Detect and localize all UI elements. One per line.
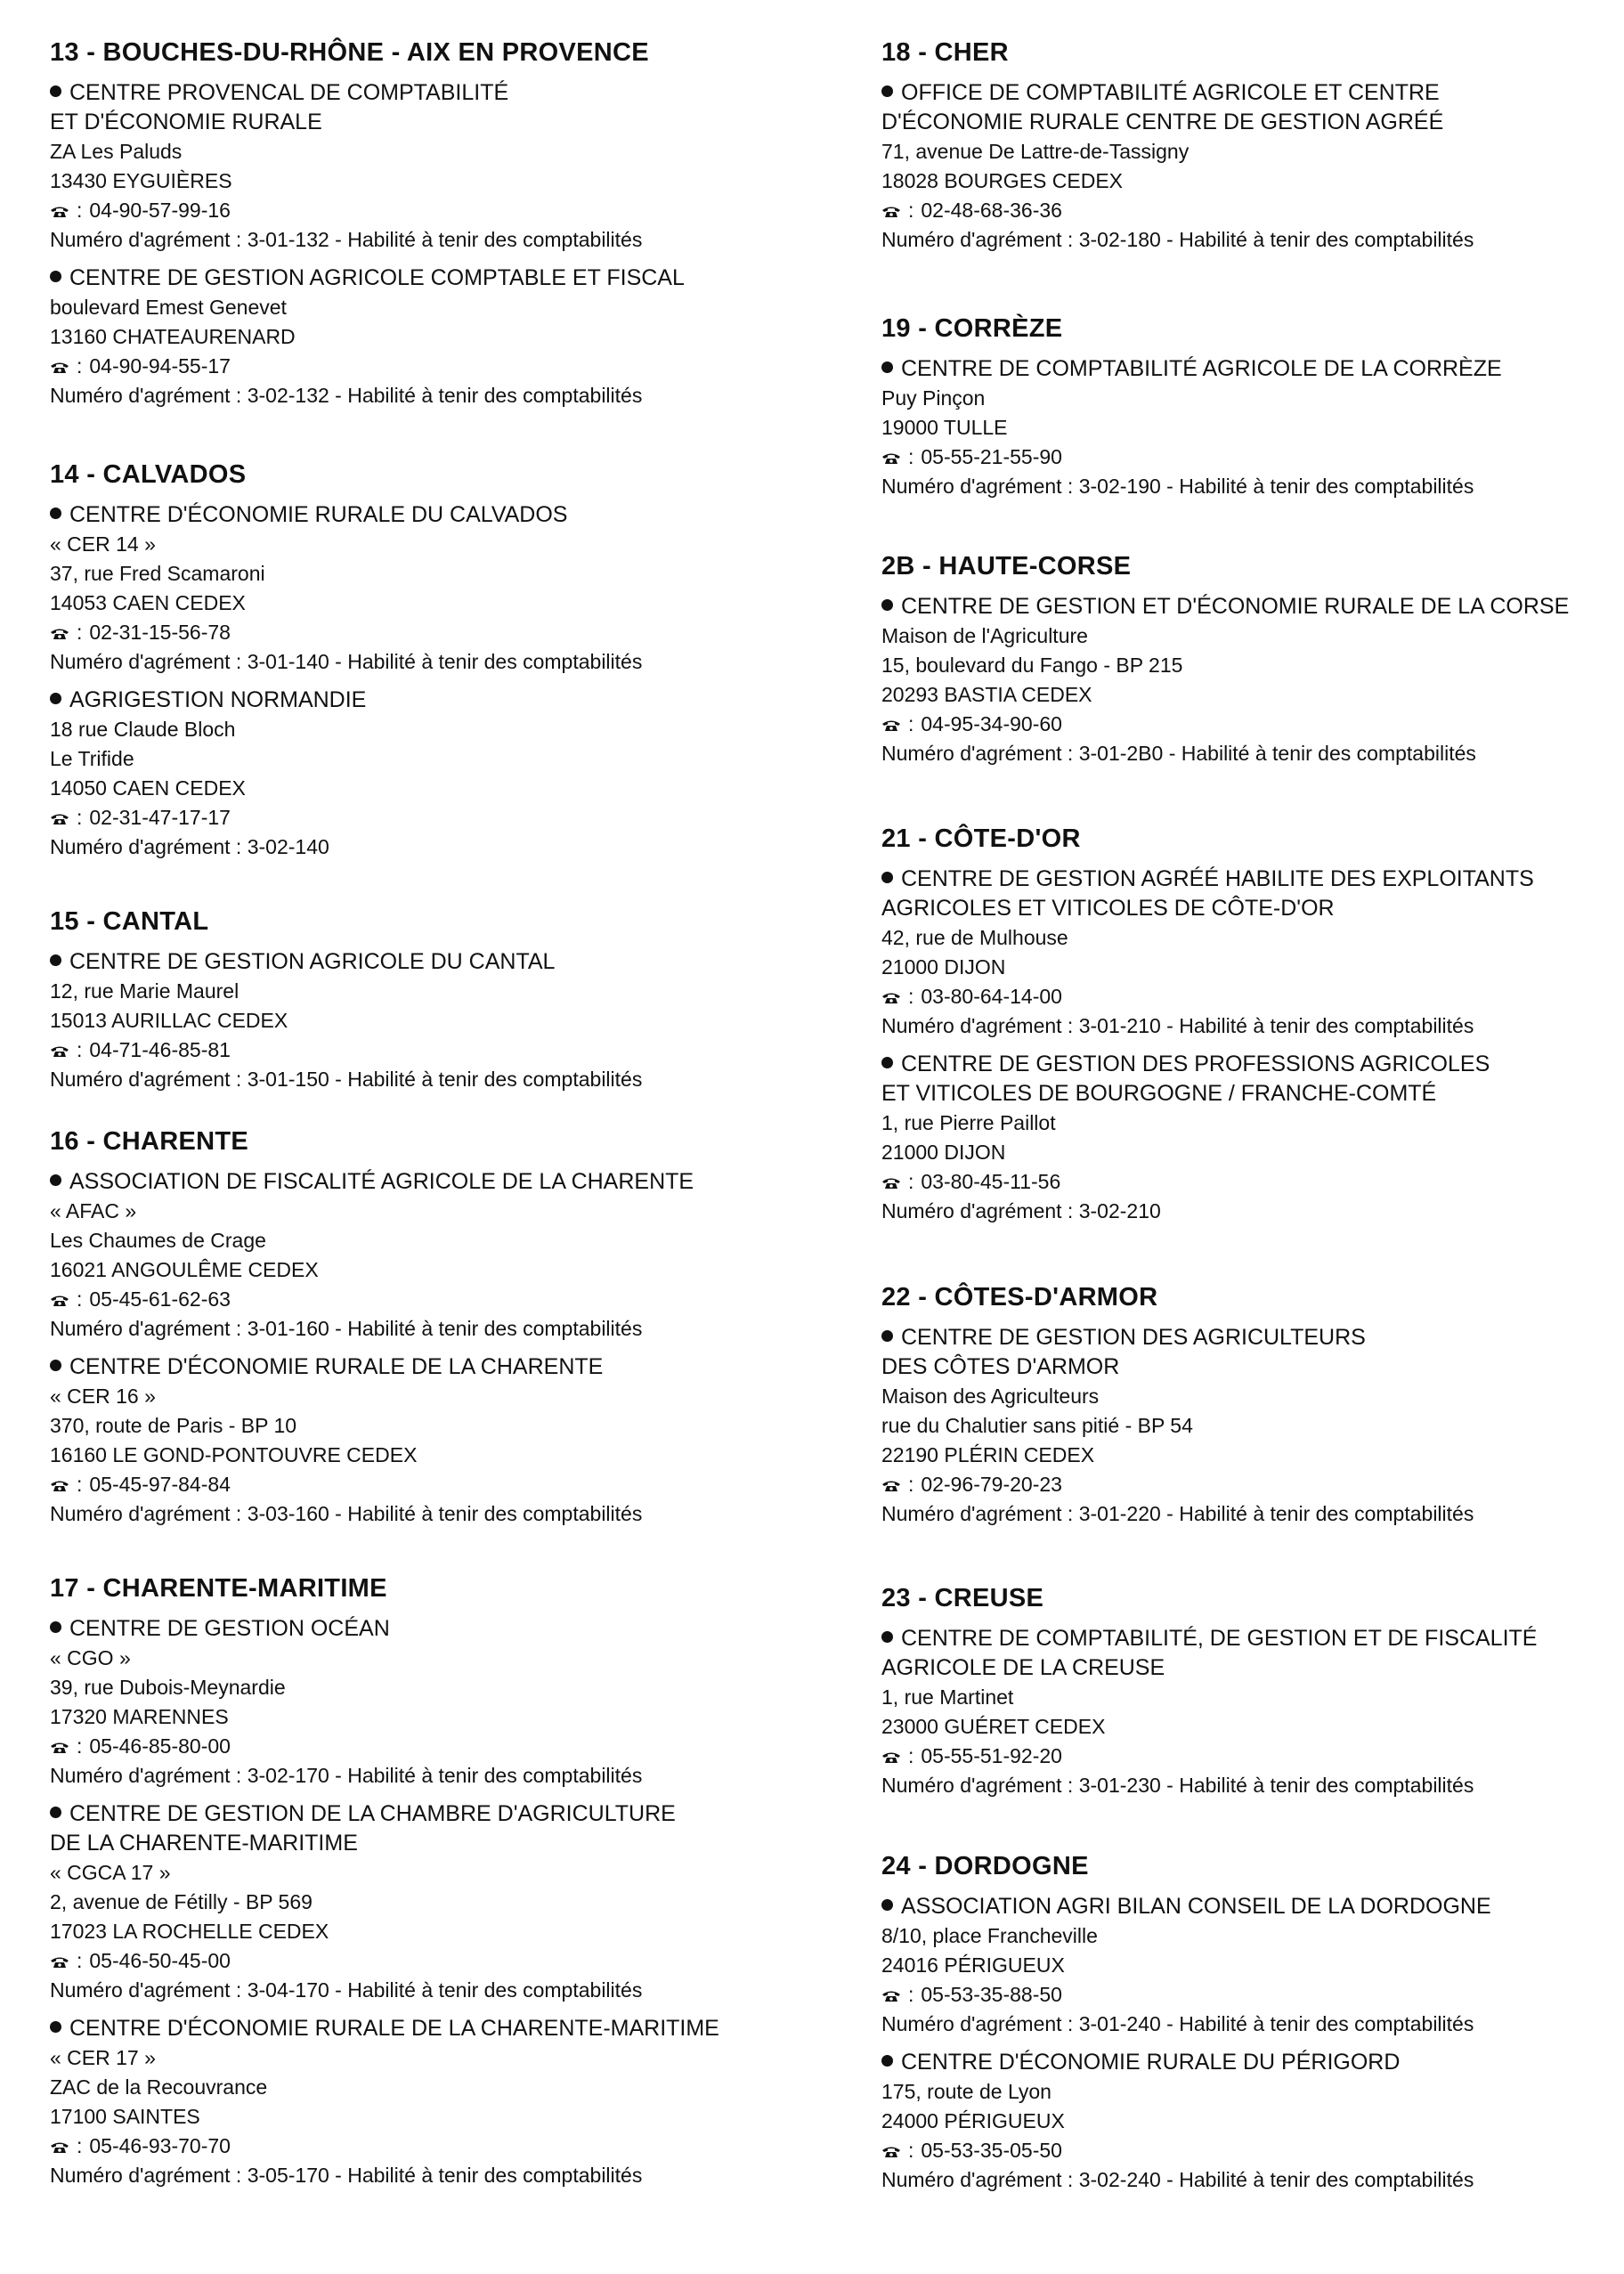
entry-name-line — [50, 500, 642, 530]
phone-line — [50, 803, 642, 832]
phone-separator: : — [908, 1473, 914, 1496]
entry-name-line — [50, 78, 685, 108]
bullet-dot-icon — [50, 1360, 61, 1371]
agrement-number: Numéro d'agrément : 3-03-160 - Habilité à tenir des comptabilités — [50, 1502, 643, 1525]
agrement-number: Numéro d'agrément : 3-02-180 - Habilité à tenir des comptabilités — [881, 228, 1474, 251]
entry-name-text: CENTRE D'ÉCONOMIE RURALE DU PÉRIGORD — [901, 2050, 1401, 2075]
department-heading: 19 - CORRÈZE — [881, 314, 1063, 343]
entry-name-text: ASSOCIATION DE FISCALITÉ AGRICOLE DE LA CHARENTE — [69, 1169, 694, 1194]
directory-entry — [881, 2048, 1491, 2195]
address-line: 19000 TULLE — [881, 416, 1008, 439]
address-line: 2, avenue de Fétilly - BP 569 — [50, 1890, 313, 1913]
department-heading: 23 - CREUSE — [881, 1584, 1044, 1612]
directory-entry — [881, 865, 1534, 1041]
address-line: 22190 PLÉRIN CEDEX — [881, 1443, 1095, 1466]
phone-number: 02-48-68-36-36 — [921, 199, 1062, 222]
phone-separator: : — [908, 199, 914, 222]
bullet-dot-icon — [881, 85, 893, 97]
agrement-number: Numéro d'agrément : 3-02-210 — [881, 1199, 1161, 1222]
address-line: 39, rue Dubois-Meynardie — [50, 1676, 286, 1699]
phone-line — [50, 352, 685, 381]
address-line: Maison des Agriculteurs — [881, 1385, 1100, 1408]
address-line: Maison de l'Agriculture — [881, 624, 1088, 647]
agrement-number: Numéro d'agrément : 3-05-170 - Habilité à tenir des comptabilités — [50, 2164, 643, 2187]
phone-separator: : — [77, 2134, 83, 2157]
department-heading: 14 - CALVADOS — [50, 460, 247, 489]
directory-entry — [881, 1323, 1474, 1529]
directory-entry — [50, 264, 685, 410]
agrement-number: Numéro d'agrément : 3-04-170 - Habilité à tenir des comptabilités — [50, 1978, 643, 2002]
address-line: 24016 PÉRIGUEUX — [881, 1953, 1065, 1977]
department-heading: 13 - BOUCHES-DU-RHÔNE - AIX EN PROVENCE — [50, 38, 649, 67]
directory-entry — [50, 686, 642, 862]
entry-name-text: D'ÉCONOMIE RURALE CENTRE DE GESTION AGRÉÉ — [881, 110, 1444, 134]
telephone-icon — [50, 1286, 69, 1299]
entry-name-line — [50, 108, 685, 137]
phone-line — [881, 196, 1474, 225]
address-line: 1, rue Martinet — [881, 1685, 1014, 1709]
entry-name-line — [50, 2014, 719, 2043]
entry-name-line — [881, 2048, 1491, 2077]
address-line: « CGCA 17 » — [50, 1861, 171, 1884]
entry-name-text: ET VITICOLES DE BOURGOGNE / FRANCHE-COMTÉ — [881, 1081, 1437, 1106]
telephone-icon — [50, 619, 69, 632]
entry-name-line — [50, 1829, 719, 1858]
entry-name-text: CENTRE DE COMPTABILITÉ, DE GESTION ET DE FISCALITÉ — [901, 1626, 1538, 1651]
entry-name-line — [881, 1079, 1534, 1109]
department-section — [881, 313, 1502, 501]
directory-entry — [50, 1352, 694, 1529]
phone-number: 04-95-34-90-60 — [921, 712, 1062, 735]
entry-name-text: CENTRE DE GESTION AGRICOLE DU CANTAL — [69, 949, 556, 974]
bullet-dot-icon — [881, 1899, 893, 1911]
directory-entry — [50, 947, 642, 1094]
department-section — [881, 551, 1569, 768]
phone-number: 05-45-97-84-84 — [89, 1473, 231, 1496]
telephone-icon — [50, 2132, 69, 2146]
phone-number: 03-80-45-11-56 — [921, 1170, 1061, 1193]
phone-number: 02-96-79-20-23 — [921, 1473, 1062, 1496]
entry-name-line — [881, 1653, 1537, 1683]
address-line: 18 rue Claude Bloch — [50, 718, 236, 741]
directory-entry — [881, 1892, 1491, 2039]
entry-name-line — [881, 1050, 1534, 1079]
address-line: 17023 LA ROCHELLE CEDEX — [50, 1920, 329, 1943]
phone-line — [50, 618, 642, 647]
entry-name-line — [881, 865, 1534, 894]
phone-line — [881, 710, 1569, 739]
bullet-dot-icon — [881, 2055, 893, 2067]
department-section — [50, 1573, 719, 2190]
address-line: 17320 MARENNES — [50, 1705, 229, 1728]
bullet-dot-icon — [50, 85, 61, 97]
phone-line — [881, 1167, 1534, 1197]
department-heading: 22 - CÔTES-D'ARMOR — [881, 1283, 1158, 1312]
telephone-icon — [50, 1036, 69, 1050]
phone-line — [881, 1470, 1474, 1499]
entry-name-text: CENTRE PROVENCAL DE COMPTABILITÉ — [69, 80, 509, 105]
bullet-dot-icon — [881, 361, 893, 373]
directory-entry — [881, 1050, 1534, 1226]
phone-separator: : — [908, 445, 914, 468]
entry-name-text: CENTRE DE GESTION AGRICOLE COMPTABLE ET FISCAL — [69, 265, 685, 290]
entry-name-line — [50, 1352, 694, 1382]
entry-name-line — [881, 1323, 1474, 1352]
telephone-icon — [50, 197, 69, 210]
phone-separator: : — [908, 2139, 914, 2162]
directory-entry — [50, 1167, 694, 1344]
address-line: 20293 BASTIA CEDEX — [881, 683, 1092, 706]
telephone-icon — [881, 1471, 901, 1484]
agrement-number: Numéro d'agrément : 3-02-132 - Habilité à tenir des comptabilités — [50, 384, 643, 407]
entry-name-line — [881, 1892, 1491, 1921]
department-heading: 18 - CHER — [881, 38, 1009, 67]
entry-name-line — [50, 947, 642, 977]
address-line: Le Trifide — [50, 747, 134, 770]
address-line: 13430 EYGUIÈRES — [50, 169, 232, 192]
bullet-dot-icon — [881, 1057, 893, 1068]
telephone-icon — [881, 443, 901, 457]
phone-separator: : — [77, 1287, 83, 1311]
bullet-dot-icon — [50, 1174, 61, 1186]
phone-separator: : — [77, 806, 83, 829]
department-section — [881, 1583, 1537, 1800]
entry-name-line — [881, 78, 1474, 108]
bullet-dot-icon — [881, 599, 893, 611]
address-line: 21000 DIJON — [881, 955, 1006, 979]
address-line: 18028 BOURGES CEDEX — [881, 169, 1124, 192]
address-line: boulevard Emest Genevet — [50, 296, 287, 319]
phone-line — [881, 1742, 1537, 1771]
department-section — [881, 824, 1534, 1226]
agrement-number: Numéro d'agrément : 3-01-230 - Habilité à tenir des comptabilités — [881, 1774, 1474, 1797]
phone-number: 05-46-85-80-00 — [89, 1734, 231, 1758]
entry-name-text: CENTRE D'ÉCONOMIE RURALE DE LA CHARENTE — [69, 1354, 604, 1379]
address-line: 175, route de Lyon — [881, 2080, 1052, 2103]
phone-number: 05-53-35-88-50 — [921, 1983, 1062, 2006]
bullet-dot-icon — [50, 508, 61, 519]
entry-name-line — [881, 894, 1534, 923]
address-line: 71, avenue De Lattre-de-Tassigny — [881, 140, 1190, 163]
agrement-number: Numéro d'agrément : 3-01-2B0 - Habilité à tenir des comptabilités — [881, 742, 1476, 765]
phone-line — [50, 1946, 719, 1976]
entry-name-text: CENTRE DE GESTION AGRÉÉ HABILITE DES EXPLOITANTS — [901, 866, 1534, 891]
phone-number: 05-55-51-92-20 — [921, 1744, 1062, 1767]
phone-line — [50, 1732, 719, 1761]
bullet-dot-icon — [50, 693, 61, 704]
directory-entry — [50, 78, 685, 255]
phone-separator: : — [908, 1983, 914, 2006]
department-section — [50, 1126, 694, 1529]
phone-separator: : — [908, 712, 914, 735]
phone-number: 04-90-94-55-17 — [89, 354, 231, 378]
telephone-icon — [881, 197, 901, 210]
telephone-icon — [50, 804, 69, 817]
directory-entry — [50, 1614, 719, 1791]
entry-name-line — [881, 1352, 1474, 1382]
phone-line — [881, 2136, 1491, 2165]
address-line: ZAC de la Recouvrance — [50, 2075, 268, 2099]
directory-entry — [50, 2014, 719, 2190]
phone-separator: : — [77, 1734, 83, 1758]
entry-name-line — [50, 1614, 719, 1644]
phone-separator: : — [77, 1949, 83, 1972]
phone-line — [881, 982, 1534, 1011]
department-heading: 17 - CHARENTE-MARITIME — [50, 1574, 387, 1603]
telephone-icon — [881, 983, 901, 996]
agrement-number: Numéro d'agrément : 3-01-140 - Habilité à tenir des comptabilités — [50, 650, 643, 673]
department-section — [50, 37, 685, 410]
phone-number: 05-46-93-70-70 — [89, 2134, 231, 2157]
address-line: 17100 SAINTES — [50, 2105, 200, 2128]
bullet-dot-icon — [50, 2021, 61, 2033]
address-line: 21000 DIJON — [881, 1141, 1006, 1164]
entry-name-text: CENTRE DE GESTION OCÉAN — [69, 1616, 390, 1641]
entry-name-text: AGRIGESTION NORMANDIE — [69, 687, 367, 712]
agrement-number: Numéro d'agrément : 3-01-150 - Habilité à tenir des comptabilités — [50, 1068, 643, 1091]
entry-name-line — [881, 592, 1569, 621]
phone-separator: : — [908, 1170, 914, 1193]
phone-number: 02-31-15-56-78 — [89, 621, 231, 644]
bullet-dot-icon — [881, 1631, 893, 1643]
telephone-icon — [881, 1168, 901, 1182]
address-line: « CER 16 » — [50, 1385, 156, 1408]
phone-separator: : — [908, 1744, 914, 1767]
entry-name-text: CENTRE DE GESTION DES PROFESSIONS AGRICOLES — [901, 1052, 1490, 1076]
department-heading: 24 - DORDOGNE — [881, 1852, 1089, 1880]
address-line: 24000 PÉRIGUEUX — [881, 2109, 1065, 2132]
phone-number: 05-45-61-62-63 — [89, 1287, 231, 1311]
directory-entry — [881, 354, 1502, 501]
telephone-icon — [50, 1947, 69, 1961]
entry-name-line — [50, 1167, 694, 1197]
entry-name-line — [50, 686, 642, 715]
address-line: 8/10, place Francheville — [881, 1924, 1098, 1947]
phone-line — [50, 2132, 719, 2161]
address-line: 42, rue de Mulhouse — [881, 926, 1068, 949]
address-line: 15013 AURILLAC CEDEX — [50, 1009, 288, 1032]
entry-name-text: DES CÔTES D'ARMOR — [881, 1354, 1120, 1379]
agrement-number: Numéro d'agrément : 3-02-140 — [50, 835, 329, 858]
entry-name-text: ET D'ÉCONOMIE RURALE — [50, 110, 322, 134]
address-line: 23000 GUÉRET CEDEX — [881, 1715, 1106, 1738]
department-heading: 21 - CÔTE-D'OR — [881, 824, 1081, 853]
directory-entry — [50, 500, 642, 677]
entry-name-line — [50, 264, 685, 293]
phone-number: 05-55-21-55-90 — [921, 445, 1062, 468]
agrement-number: Numéro d'agrément : 3-01-132 - Habilité à tenir des comptabilités — [50, 228, 643, 251]
address-line: « AFAC » — [50, 1199, 137, 1222]
address-line: rue du Chalutier sans pitié - BP 54 — [881, 1414, 1193, 1437]
address-line: 370, route de Paris - BP 10 — [50, 1414, 297, 1437]
address-line: 1, rue Pierre Paillot — [881, 1111, 1056, 1134]
department-heading: 16 - CHARENTE — [50, 1127, 249, 1156]
entry-name-text: CENTRE D'ÉCONOMIE RURALE DU CALVADOS — [69, 502, 568, 527]
address-line: Puy Pinçon — [881, 386, 986, 410]
telephone-icon — [881, 2137, 901, 2150]
agrement-number: Numéro d'agrément : 3-02-240 - Habilité à tenir des comptabilités — [881, 2168, 1474, 2191]
department-section — [881, 1851, 1491, 2195]
phone-separator: : — [77, 354, 83, 378]
phone-number: 03-80-64-14-00 — [921, 985, 1062, 1008]
directory-entry — [50, 1799, 719, 2005]
address-line: 14050 CAEN CEDEX — [50, 776, 246, 800]
entry-name-text: ASSOCIATION AGRI BILAN CONSEIL DE LA DORDOGNE — [901, 1894, 1491, 1919]
entry-name-text: CENTRE DE COMPTABILITÉ AGRICOLE DE LA CORRÈZE — [901, 356, 1502, 381]
entry-name-text: CENTRE D'ÉCONOMIE RURALE DE LA CHARENTE-MARITIME — [69, 2016, 719, 2041]
phone-separator: : — [77, 621, 83, 644]
entry-name-text: CENTRE DE GESTION DES AGRICULTEURS — [901, 1325, 1366, 1350]
phone-separator: : — [77, 1473, 83, 1496]
department-section — [881, 1282, 1474, 1529]
entry-name-text: CENTRE DE GESTION DE LA CHAMBRE D'AGRICULTURE — [69, 1801, 676, 1826]
bullet-dot-icon — [50, 271, 61, 282]
phone-line — [50, 1470, 694, 1499]
address-line: Les Chaumes de Crage — [50, 1229, 266, 1252]
entry-name-text: AGRICOLE DE LA CREUSE — [881, 1655, 1165, 1680]
agrement-number: Numéro d'agrément : 3-02-170 - Habilité à tenir des comptabilités — [50, 1764, 643, 1787]
address-line: ZA Les Paluds — [50, 140, 183, 163]
phone-number: 05-53-35-05-50 — [921, 2139, 1062, 2162]
entry-name-text: DE LA CHARENTE-MARITIME — [50, 1831, 358, 1856]
agrement-number: Numéro d'agrément : 3-01-220 - Habilité à tenir des comptabilités — [881, 1502, 1474, 1525]
phone-number: 05-46-50-45-00 — [89, 1949, 231, 1972]
address-line: 15, boulevard du Fango - BP 215 — [881, 654, 1183, 677]
phone-line — [50, 196, 685, 225]
phone-number: 04-90-57-99-16 — [89, 199, 231, 222]
agrement-number: Numéro d'agrément : 3-02-190 - Habilité à tenir des comptabilités — [881, 475, 1474, 498]
phone-separator: : — [77, 1038, 83, 1061]
phone-line — [50, 1285, 694, 1314]
phone-line — [881, 1980, 1491, 2010]
telephone-icon — [50, 1471, 69, 1484]
telephone-icon — [881, 1742, 901, 1756]
telephone-icon — [50, 1733, 69, 1746]
address-line: « CER 17 » — [50, 2046, 156, 2069]
phone-separator: : — [77, 199, 83, 222]
bullet-dot-icon — [50, 1807, 61, 1818]
directory-entry — [881, 592, 1569, 768]
agrement-number: Numéro d'agrément : 3-01-240 - Habilité à tenir des comptabilités — [881, 2012, 1474, 2035]
department-section — [50, 459, 642, 862]
telephone-icon — [881, 1981, 901, 1994]
address-line: « CGO » — [50, 1646, 131, 1669]
entry-name-text: CENTRE DE GESTION ET D'ÉCONOMIE RURALE DE LA CORSE — [901, 594, 1570, 619]
bullet-dot-icon — [881, 1330, 893, 1342]
address-line: 13160 CHATEAURENARD — [50, 325, 296, 348]
address-line: « CER 14 » — [50, 532, 156, 556]
agrement-number: Numéro d'agrément : 3-01-210 - Habilité à tenir des comptabilités — [881, 1014, 1474, 1037]
phone-separator: : — [908, 985, 914, 1008]
entry-name-text: AGRICOLES ET VITICOLES DE CÔTE-D'OR — [881, 896, 1335, 921]
directory-entry — [881, 78, 1474, 255]
entry-name-text: OFFICE DE COMPTABILITÉ AGRICOLE ET CENTRE — [901, 80, 1440, 105]
bullet-dot-icon — [50, 954, 61, 966]
bullet-dot-icon — [881, 872, 893, 883]
telephone-icon — [881, 711, 901, 724]
bullet-dot-icon — [50, 1621, 61, 1633]
entry-name-line — [881, 1624, 1537, 1653]
directory-entry — [881, 1624, 1537, 1800]
address-line: 37, rue Fred Scamaroni — [50, 562, 265, 585]
address-line: 12, rue Marie Maurel — [50, 979, 240, 1003]
phone-line — [50, 1035, 642, 1065]
entry-name-line — [50, 1799, 719, 1829]
agrement-number: Numéro d'agrément : 3-01-160 - Habilité à tenir des comptabilités — [50, 1317, 643, 1340]
department-section — [881, 37, 1474, 255]
department-heading: 15 - CANTAL — [50, 907, 209, 936]
department-section — [50, 906, 642, 1094]
telephone-icon — [50, 353, 69, 366]
address-line: 16021 ANGOULÊME CEDEX — [50, 1258, 319, 1281]
phone-number: 04-71-46-85-81 — [89, 1038, 231, 1061]
entry-name-line — [881, 108, 1474, 137]
phone-number: 02-31-47-17-17 — [89, 806, 231, 829]
entry-name-line — [881, 354, 1502, 384]
address-line: 16160 LE GOND-PONTOUVRE CEDEX — [50, 1443, 418, 1466]
address-line: 14053 CAEN CEDEX — [50, 591, 246, 614]
department-heading: 2B - HAUTE-CORSE — [881, 552, 1132, 581]
phone-line — [881, 443, 1502, 472]
